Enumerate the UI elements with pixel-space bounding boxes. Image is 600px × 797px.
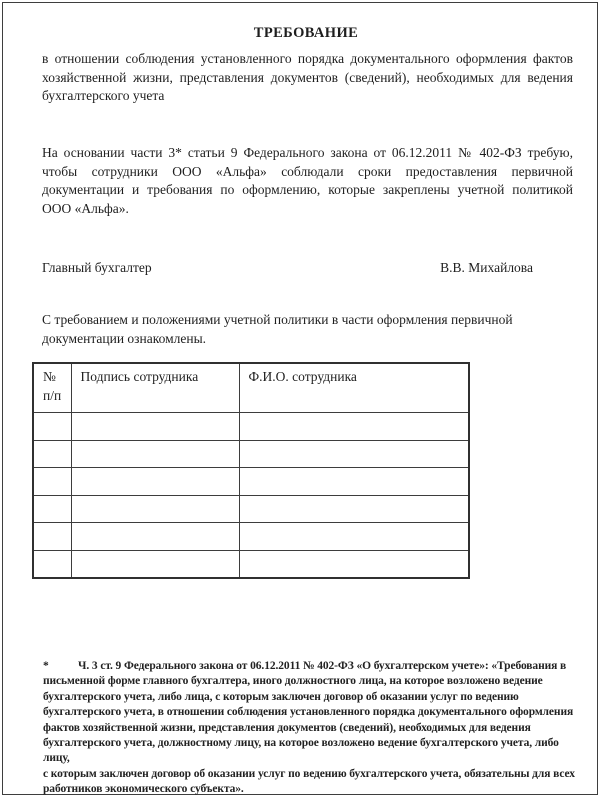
table-cell-empty [71,413,239,441]
footnote-line: фактов хозяйственной жизни, представления документов (сведений), необходимых для ведения [43,721,531,734]
table-cell-empty [33,495,71,523]
table-cell-empty [239,523,469,551]
footnote-marker: * [43,660,49,672]
table-cell-empty [71,440,239,468]
subject-line: хозяйственной жизни, представления документов (сведений), необходимых для ведения [42,69,573,85]
subject-line: бухгалтерского учета [42,88,165,104]
table-row [33,495,469,523]
table-cell-empty [33,413,71,441]
document-title: ТРЕБОВАНИЕ [253,25,359,41]
table-row [33,468,469,496]
footnote [43,659,583,797]
body-paragraph [42,144,573,218]
table-cell-empty [71,468,239,496]
table-cell-empty [239,440,469,468]
signature-row [42,259,573,278]
acknowledgement-line: документации ознакомлены. [42,330,207,346]
table-row [33,440,469,468]
table-row [33,523,469,551]
body-line: документации и требования по оформлению, которые закреплены учетной политикой [42,182,573,198]
body-line: ООО «Альфа». [42,200,129,216]
footnote-line-text: Ч. 3 ст. 9 Федерального закона от 06.12.2011 № 402-ФЗ «О бухгалтерском учете»: «Требования в [78,660,567,672]
acknowledgement-paragraph [42,311,573,348]
table-header-fullname: Ф.И.О. сотрудника [239,363,469,413]
table-cell-empty [33,523,71,551]
acknowledgement-table [32,362,470,579]
body-line: чтобы сотрудники ООО «Альфа» соблюдали сроки предоставления первичной [42,163,573,179]
footnote-line [43,659,583,674]
footnote-line: письменной форме главного бухгалтера, иного должностного лица, на которое возложено ведение [43,675,543,688]
signature-name: В.В. Михайлова [440,260,533,275]
signature-role: Главный бухгалтер [42,260,152,275]
table-cell-empty [33,468,71,496]
footnote-line: с которым заключен договор об оказании услуг по ведению бухгалтерского учета, обязательны для всех [43,767,575,780]
table-cell-empty [71,550,239,578]
acknowledgement-line: С требованием и положениями учетной политики в части оформления первичной [42,312,513,327]
footnote-line: бухгалтерского учета, в отношении соблюдения установленного порядка документального оформления [43,706,574,719]
table-cell-empty [239,495,469,523]
table-cell-empty [33,550,71,578]
table-header-number: № п/п [33,363,71,413]
table-cell-empty [71,495,239,523]
table-cell-empty [33,440,71,468]
subject-line: в отношении соблюдения установленного порядка документального оформления фактов [42,51,573,66]
table-cell-empty [239,468,469,496]
table-cell-empty [239,550,469,578]
table-row [33,413,469,441]
table-row [33,550,469,578]
table-header-signature: Подпись сотрудника [71,363,239,413]
table-empty-rows [33,413,469,579]
table-cell-empty [71,523,239,551]
footnote-line: бухгалтерского учета, либо лица, с которым заключен договор об оказании услуг по ведению [43,690,519,703]
table-cell-empty [239,413,469,441]
footnote-line: работников экономического субъекта». [43,783,244,796]
subject-paragraph [42,50,573,106]
footnote-line: бухгалтерского учета, должностному лицу, на которое возложено ведение бухгалтерского учета, либо лицу, [43,737,559,765]
table-header-row [33,363,469,413]
body-line: На основании части 3* статьи 9 Федерального закона от 06.12.2011 № 402-ФЗ требую, [42,145,573,160]
